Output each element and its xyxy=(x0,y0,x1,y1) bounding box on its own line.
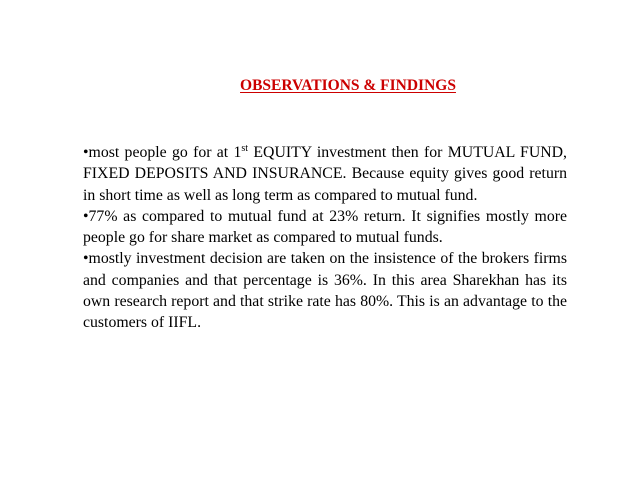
bullet-2: •77% as compared to mutual fund at 23% return. It signifies mostly more people go for share market as compared to mutual funds. xyxy=(83,207,567,247)
slide-title: OBSERVATIONS & FINDINGS xyxy=(240,77,456,94)
bullet-1-text-start: •most people go for at 1 xyxy=(83,144,242,161)
bullet-3: •mostly investment decision are taken on the insistence of the brokers firms and companies and that percentage is 36%. In this area Sharekhan has its own research report and that strike rate has 80%. This is an advantage to the customers of IIFL. xyxy=(83,250,567,332)
bullet-1 xyxy=(83,142,567,206)
bullet-1-text-end: EQUITY investment then for MUTUAL FUND, FIXED DEPOSITS AND INSURANCE. Because equity gives good return in short time as well as long term as compared to mutual fund. xyxy=(83,144,567,204)
slide-body xyxy=(83,142,567,334)
bullet-1-superscript: st xyxy=(241,143,249,154)
